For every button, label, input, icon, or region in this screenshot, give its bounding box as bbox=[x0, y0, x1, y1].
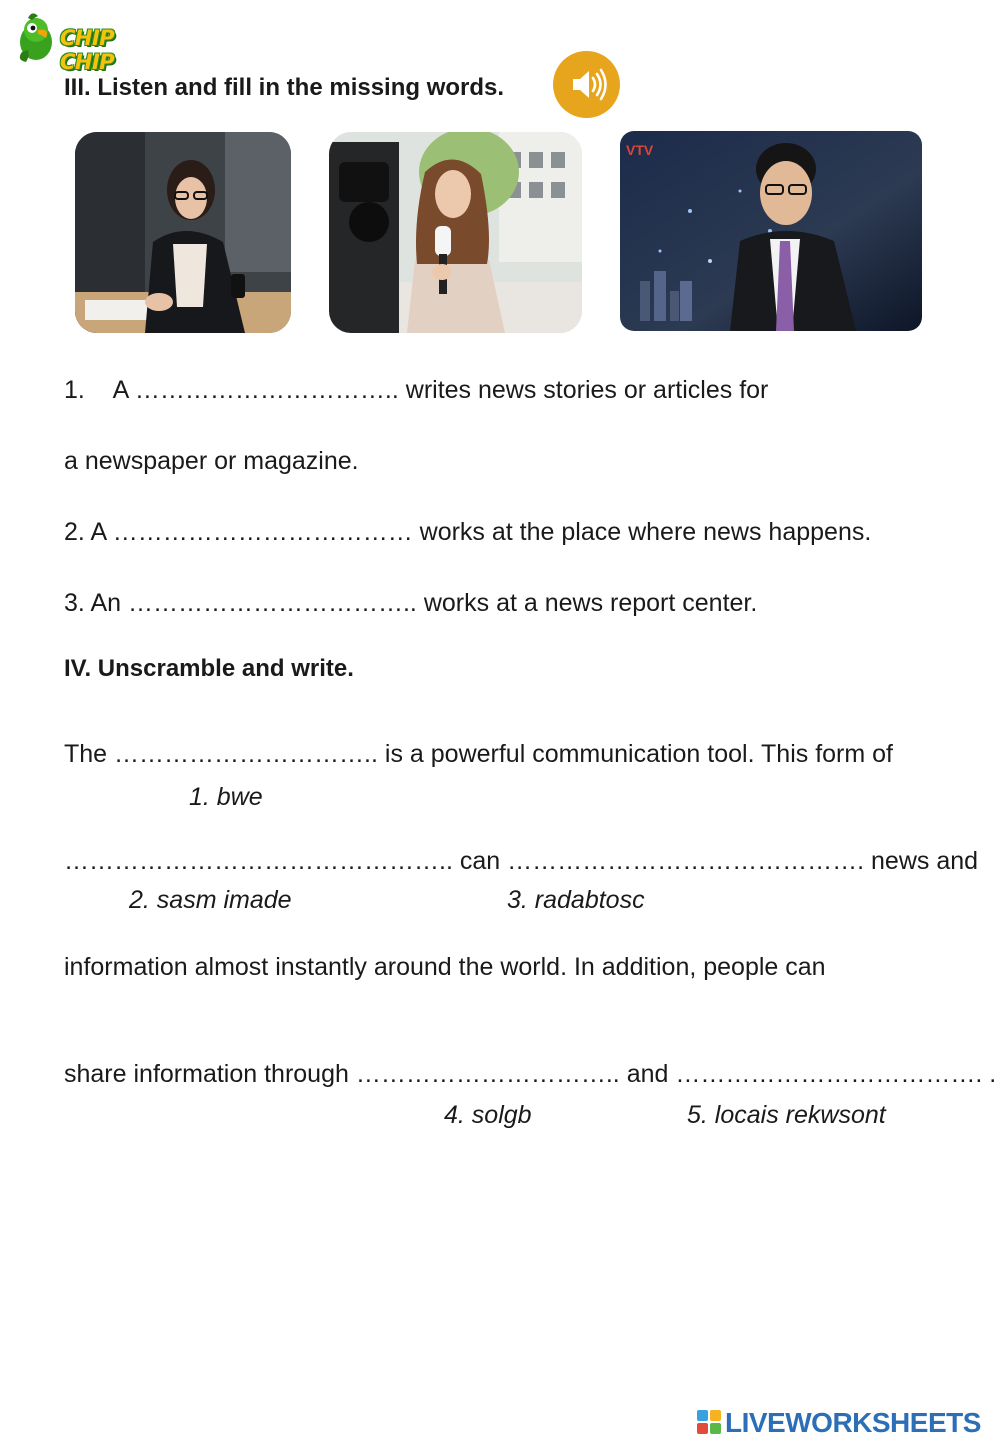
answer-blank-1[interactable]: ………………………….. bbox=[134, 376, 399, 404]
answer-blank-2[interactable]: ……………………………… bbox=[112, 518, 413, 546]
scrambled-hint-2: 2. sasm imade bbox=[129, 886, 292, 914]
text-fragment: The bbox=[64, 740, 108, 768]
scrambled-hint-1: 1. bwe bbox=[189, 783, 263, 811]
svg-text:VTV: VTV bbox=[626, 142, 654, 158]
question-number: 3. bbox=[64, 589, 85, 617]
question-2 bbox=[64, 517, 871, 547]
question-suffix: works at a news report center. bbox=[423, 589, 758, 617]
answer-blank-3[interactable]: …………………………….. bbox=[127, 589, 417, 617]
question-prefix: An bbox=[90, 589, 122, 617]
reporter-microphone-photo bbox=[329, 132, 582, 333]
logo-text: CHIP CHIP bbox=[60, 26, 115, 74]
liveworksheets-brand bbox=[697, 1406, 995, 1440]
paragraph-line-3: information almost instantly around the world. In addition, people can bbox=[64, 953, 826, 981]
liveworksheets-logo-icon bbox=[697, 1410, 723, 1436]
paragraph-line-2 bbox=[64, 846, 978, 876]
question-suffix: works at the place where news happens. bbox=[419, 518, 872, 546]
unscramble-blank-4[interactable]: ………………………….. bbox=[355, 1060, 620, 1088]
text-fragment: share information through bbox=[64, 1060, 349, 1088]
question-1-line-1 bbox=[64, 375, 768, 405]
unscramble-blank-5[interactable]: ………………………………. bbox=[675, 1060, 983, 1088]
unscramble-blank-3[interactable]: ……………………………………. bbox=[507, 847, 865, 875]
text-fragment: and bbox=[626, 1060, 669, 1088]
unscramble-blank-2[interactable]: ……………………………………….. bbox=[64, 847, 453, 875]
text-fragment: news and bbox=[871, 847, 979, 875]
text-fragment: can bbox=[459, 847, 501, 875]
journalist-writing-photo bbox=[75, 132, 291, 333]
text-fragment: . bbox=[989, 1060, 997, 1088]
section-4-heading: IV. Unscramble and write. bbox=[64, 655, 354, 682]
speaker-icon bbox=[553, 51, 620, 118]
news-anchor-photo bbox=[620, 131, 922, 331]
question-suffix: writes news stories or articles for bbox=[405, 376, 769, 404]
brand-text: LIVEWORKSHEETS bbox=[725, 1407, 981, 1438]
question-3 bbox=[64, 588, 757, 618]
chip-chip-logo bbox=[10, 8, 170, 74]
question-prefix: A bbox=[112, 376, 128, 404]
text-fragment: is a powerful communication tool. This form of bbox=[384, 740, 893, 768]
paragraph-line-4 bbox=[64, 1059, 996, 1089]
audio-play-button[interactable] bbox=[553, 51, 620, 118]
scrambled-hint-5: 5. locais rekwsont bbox=[687, 1101, 886, 1129]
question-number: 2. bbox=[64, 518, 85, 546]
question-number: 1. bbox=[64, 376, 85, 404]
paragraph-line-1 bbox=[64, 739, 893, 769]
unscramble-blank-1[interactable]: ………………………….. bbox=[114, 740, 378, 768]
scrambled-hint-4: 4. solgb bbox=[444, 1101, 532, 1129]
question-prefix: A bbox=[90, 518, 106, 546]
question-1-line-2: a newspaper or magazine. bbox=[64, 447, 359, 475]
scrambled-hint-3: 3. radabtosc bbox=[507, 886, 645, 914]
parrot-mascot-icon bbox=[10, 8, 66, 64]
section-3-heading: III. Listen and fill in the missing words. bbox=[64, 74, 505, 101]
